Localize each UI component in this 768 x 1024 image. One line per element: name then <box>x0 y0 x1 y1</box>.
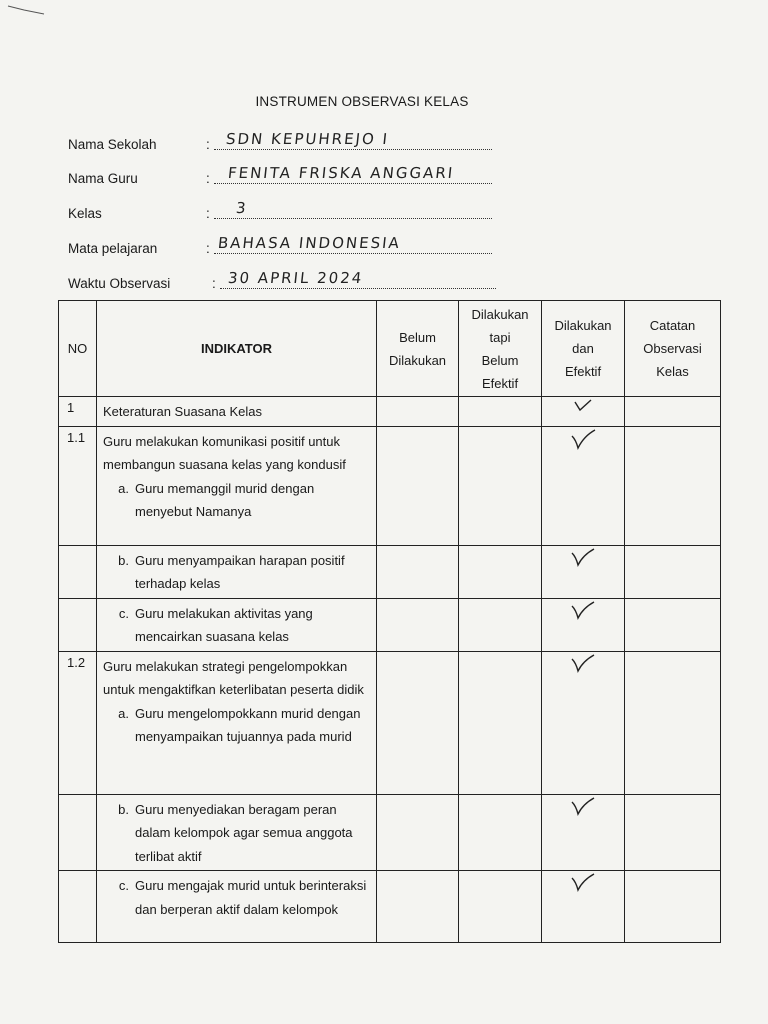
table-header-row <box>59 301 721 397</box>
cell-dilakukan-efektif <box>542 871 625 943</box>
indicator-text <box>97 545 377 598</box>
cell-catatan <box>625 426 721 545</box>
cell-catatan <box>625 651 721 794</box>
sub-indicator: b. Guru menyediakan beragam peran dalam kelompok agar semua anggota terlibat aktif <box>118 801 353 864</box>
cell-dilakukan-efektif <box>542 651 625 794</box>
row-number <box>59 871 97 943</box>
field-colon: : <box>206 171 210 186</box>
cell-tapi-belum-efektif <box>459 794 542 871</box>
field-label: Waktu Observasi <box>68 276 171 291</box>
cell-belum-dilakukan <box>377 871 459 943</box>
field-mata-pelajaran <box>68 232 508 256</box>
field-kelas <box>68 197 508 221</box>
cell-tapi-belum-efektif <box>459 397 542 427</box>
cell-belum-dilakukan <box>377 598 459 651</box>
field-nama-sekolah <box>68 128 508 152</box>
header-catatan-observasi: Catatan Observasi Kelas <box>625 301 721 397</box>
table-row <box>59 545 721 598</box>
handwritten-date: 30 APRIL 2024 <box>227 269 365 287</box>
table-row <box>59 651 721 794</box>
cell-catatan <box>625 397 721 427</box>
field-label: Nama Sekolah <box>68 137 157 152</box>
header-belum-dilakukan: Belum Dilakukan <box>377 301 459 397</box>
cell-catatan <box>625 598 721 651</box>
sub-indicator: b. Guru menyampaikan harapan positif terhadap kelas <box>118 552 345 591</box>
dotted-line <box>220 288 496 289</box>
indicator-text <box>97 651 377 794</box>
sub-indicator: a. Guru memanggil murid dengan menyebut Namanya <box>118 480 315 519</box>
checkmark-icon <box>568 547 598 569</box>
header-dilakukan-dan-efektif: Dilakukan dan Efektif <box>542 301 625 397</box>
row-number: 1.1 <box>59 426 97 545</box>
indicator-text <box>97 426 377 545</box>
cell-belum-dilakukan <box>377 545 459 598</box>
header-no: NO <box>59 301 97 397</box>
cell-dilakukan-efektif <box>542 397 625 427</box>
cell-dilakukan-efektif <box>542 426 625 545</box>
dotted-line <box>214 218 492 219</box>
sub-indicator: a. Guru mengelompokkann murid dengan menyampaikan tujuannya pada murid <box>118 705 361 744</box>
cell-belum-dilakukan <box>377 794 459 871</box>
cell-dilakukan-efektif <box>542 545 625 598</box>
table-row <box>59 794 721 871</box>
cell-belum-dilakukan <box>377 651 459 794</box>
row-number: 1 <box>59 397 97 427</box>
indicator-text <box>97 871 377 943</box>
sub-indicator: c. Guru mengajak murid untuk berinteraksi dan berperan aktif dalam kelompok <box>118 878 367 917</box>
checkmark-icon <box>568 796 598 818</box>
cell-belum-dilakukan <box>377 426 459 545</box>
cell-tapi-belum-efektif <box>459 426 542 545</box>
checkmark-icon <box>572 398 594 412</box>
scan-corner-mark <box>6 2 46 16</box>
cell-dilakukan-efektif <box>542 794 625 871</box>
checkmark-icon <box>568 428 598 452</box>
cell-tapi-belum-efektif <box>459 871 542 943</box>
indicator-stem: Guru melakukan komunikasi positif untuk membangun suasana kelas yang kondusif <box>103 433 346 472</box>
indicator-text <box>97 598 377 651</box>
field-colon: : <box>206 241 210 256</box>
dotted-line <box>214 253 492 254</box>
dotted-line <box>214 149 492 150</box>
dotted-line <box>214 183 492 184</box>
row-number: 1.2 <box>59 651 97 794</box>
field-label: Mata pelajaran <box>68 241 158 256</box>
sub-indicator: c. Guru melakukan aktivitas yang mencairkan suasana kelas <box>118 605 313 644</box>
cell-catatan <box>625 794 721 871</box>
table-row <box>59 426 721 545</box>
cell-catatan <box>625 871 721 943</box>
row-number <box>59 794 97 871</box>
cell-catatan <box>625 545 721 598</box>
table-row <box>59 598 721 651</box>
field-label: Kelas <box>68 206 102 221</box>
table-row <box>59 397 721 427</box>
table-row <box>59 871 721 943</box>
cell-tapi-belum-efektif <box>459 598 542 651</box>
indicator-text <box>97 794 377 871</box>
indicator-text: Keteraturan Suasana Kelas <box>97 397 377 427</box>
checkmark-icon <box>568 600 598 622</box>
cell-dilakukan-efektif <box>542 598 625 651</box>
header-indikator: INDIKATOR <box>97 301 377 397</box>
field-colon: : <box>212 276 216 291</box>
header-dilakukan-tapi-belum-efektif: Dilakukan tapi Belum Efektif <box>459 301 542 397</box>
row-number <box>59 598 97 651</box>
field-waktu-observasi <box>68 267 508 291</box>
field-nama-guru <box>68 162 508 186</box>
cell-tapi-belum-efektif <box>459 545 542 598</box>
handwritten-subject: BAHASA INDONESIA <box>217 234 402 252</box>
observation-table <box>58 300 721 943</box>
row-number <box>59 545 97 598</box>
indicator-stem: Guru melakukan strategi pengelompokkan untuk mengaktifkan keterlibatan peserta didik <box>103 658 364 697</box>
field-label: Nama Guru <box>68 171 138 186</box>
cell-tapi-belum-efektif <box>459 651 542 794</box>
field-colon: : <box>206 206 210 221</box>
handwritten-teacher-name: FENITA FRISKA ANGGARI <box>227 164 456 182</box>
handwritten-school-name: SDN KEPUHREJO I <box>225 130 390 148</box>
handwritten-class: 3 <box>235 199 249 217</box>
document-title: INSTRUMEN OBSERVASI KELAS <box>255 94 469 109</box>
cell-belum-dilakukan <box>377 397 459 427</box>
field-colon: : <box>206 137 210 152</box>
checkmark-icon <box>568 872 598 894</box>
checkmark-icon <box>568 653 598 675</box>
